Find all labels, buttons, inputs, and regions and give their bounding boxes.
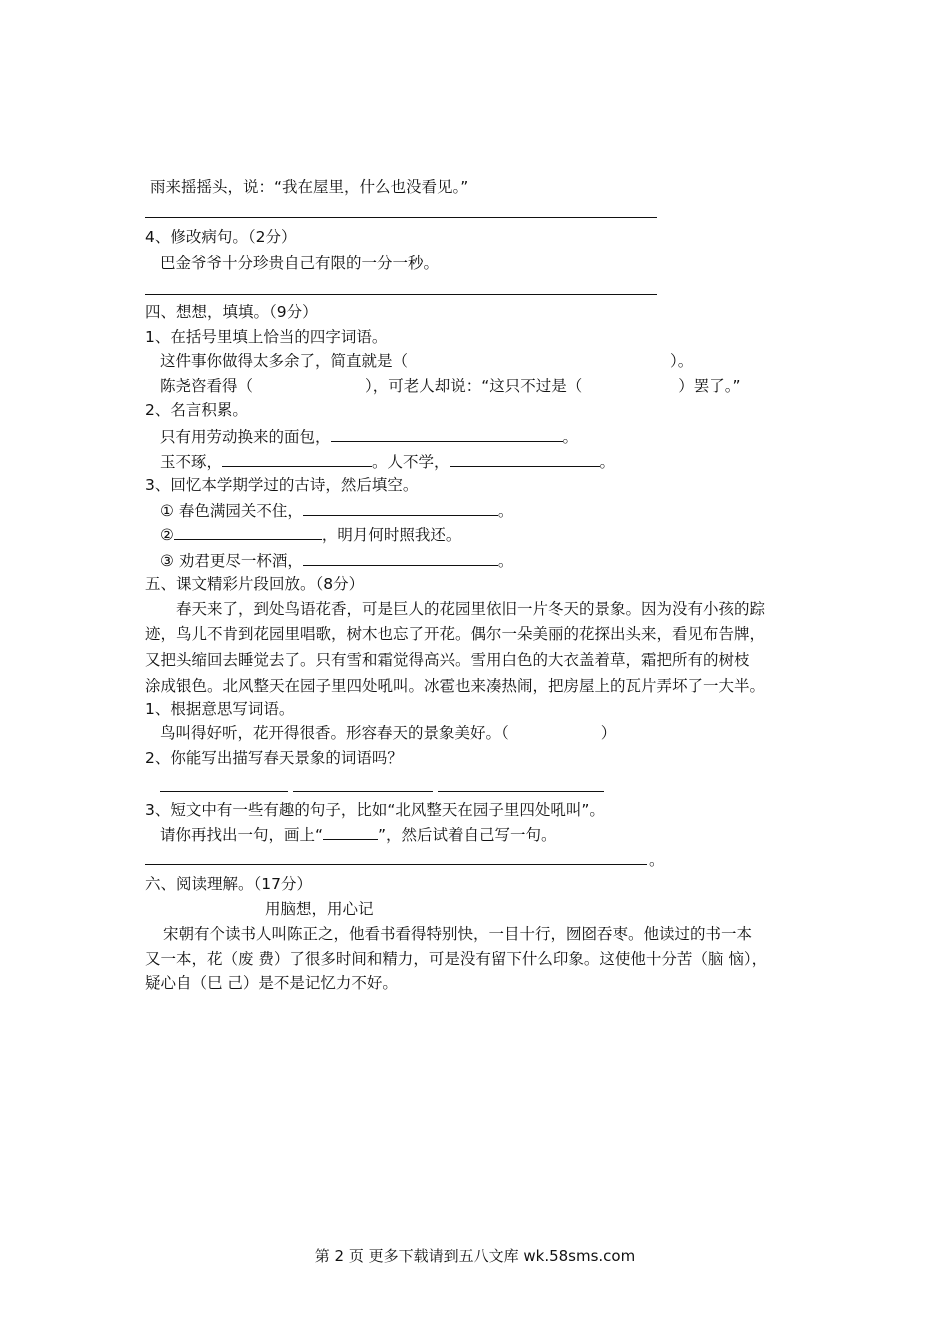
fill-blank[interactable] — [450, 450, 600, 467]
answer-line[interactable] — [145, 217, 657, 218]
fill-blank[interactable] — [303, 549, 498, 566]
s4-q1-title: 1、在括号里填上恰当的四字词语。 — [145, 328, 388, 346]
s4-q3-line1: ① 春色满园关不住， 。 — [160, 499, 513, 522]
s5-q3-line: 请你再找出一句，画上“ ”，然后试着自己写一句。 — [160, 823, 557, 846]
section-5-title: 五、课文精彩片段回放。（8分） — [145, 575, 365, 593]
fill-blank[interactable] — [174, 523, 322, 540]
answer-line[interactable] — [438, 791, 604, 792]
fill-blank[interactable] — [222, 450, 372, 467]
s4-q2-title: 2、名言积累。 — [145, 401, 248, 419]
s5-passage-line: 又把头缩回去睡觉去了。只有雪和霜觉得高兴。雪用白色的大衣盖着草，霜把所有的树枝 — [145, 651, 750, 669]
page-footer: 第 2 页 更多下载请到五八文库 wk.58sms.com — [314, 1247, 636, 1265]
s5-passage-line: 涂成银色。北风整天在园子里四处吼叫。冰雹也来凑热闹，把房屋上的瓦片弄坏了一大半。 — [145, 677, 766, 695]
section-4-title: 四、想想，填填。（9分） — [145, 303, 318, 321]
s4-q2-line2: 玉不琢， 。人不学， 。 — [160, 450, 615, 473]
question-4-title: 4、修改病句。（2分） — [145, 228, 297, 246]
sentence-yulai: 雨来摇摇头，说：“我在屋里，什么也没看见。” — [150, 178, 469, 196]
s4-q2-line1: 只有用劳动换来的面包， 。 — [160, 425, 578, 448]
s5-q1-title: 1、根据意思写词语。 — [145, 700, 295, 718]
section-6-title: 六、阅读理解。（17分） — [145, 875, 312, 893]
answer-line[interactable] — [145, 864, 647, 865]
story-title: 用脑想，用心记 — [265, 900, 374, 918]
fill-blank[interactable] — [303, 499, 498, 516]
fill-blank[interactable] — [323, 823, 378, 840]
s5-q3-end: 。 — [649, 851, 665, 869]
s4-q1-line1: 这件事你做得太多余了，简直就是（ ）。 — [160, 352, 694, 370]
s4-q1-line2: 陈尧咨看得（ ），可老人却说：“这只不过是（ ）罢了。” — [160, 377, 741, 395]
s6-passage-line: 又一本，花（废 费）了很多时间和精力，可是没有留下什么印象。这使他十分苦（脑 恼）， — [145, 950, 768, 968]
sentence-bajin: 巴金爷爷十分珍贵自己有限的一分一秒。 — [160, 254, 440, 272]
s5-q2-title: 2、你能写出描写春天景象的词语吗？ — [145, 749, 403, 767]
s4-q3-line3: ③ 劝君更尽一杯酒， 。 — [160, 549, 513, 572]
s5-q3-title: 3、短文中有一些有趣的句子，比如“北风整天在园子里四处吼叫”。 — [145, 801, 605, 819]
answer-line[interactable] — [160, 791, 288, 792]
s6-passage-line: 疑心自（巳 己）是不是记忆力不好。 — [145, 974, 398, 992]
s5-q1-line: 鸟叫得好听，花开得很香。形容春天的景象美好。（ ） — [160, 724, 617, 742]
fill-blank[interactable] — [331, 425, 563, 442]
s4-q3-line2: ② ，明月何时照我还。 — [160, 523, 461, 546]
s4-q3-title: 3、回忆本学期学过的古诗，然后填空。 — [145, 476, 419, 494]
answer-line[interactable] — [293, 791, 433, 792]
answer-line[interactable] — [145, 294, 657, 295]
s5-passage-line: 春天来了，到处鸟语花香，可是巨人的花园里依旧一片冬天的景象。因为没有小孩的踪 — [176, 600, 766, 618]
s6-passage-line: 宋朝有个读书人叫陈正之，他看书看得特别快，一目十行，囫囵吞枣。他读过的书一本 — [163, 925, 753, 943]
s5-passage-line: 迹，鸟儿不肯到花园里唱歌，树木也忘了开花。偶尔一朵美丽的花探出头来，看见布告牌， — [145, 625, 766, 643]
